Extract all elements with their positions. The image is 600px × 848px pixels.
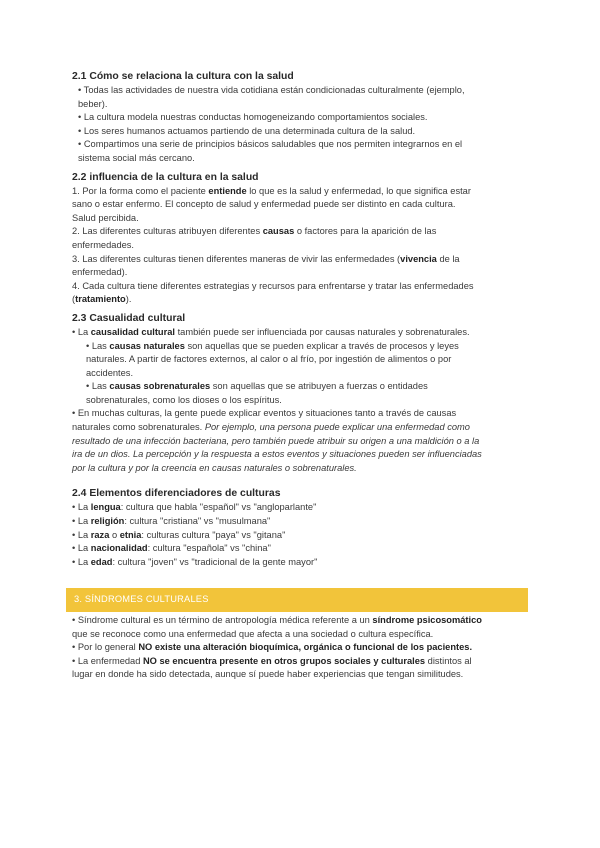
- s23-line: resultado de una infección bacteriana, pero también puede atribuir su origen a una maldición o a la: [72, 435, 480, 446]
- s22-item-4: 4. Cada cultura tiene diferentes estrategias y recursos para enfrentarse y tratar las enfermedades: [72, 280, 474, 291]
- s21-line: • Todas las actividades de nuestra vida cotidiana están condicionadas culturalmente (ejemplo,: [78, 85, 465, 95]
- s23-line: sobrenaturales, como los dioses o los espíritus.: [86, 394, 282, 405]
- s22-line: sano o estar enfermo. El concepto de salud y enfermedad puede ser distinto en cada cultura.: [72, 199, 456, 210]
- section-2-2-title: 2.2 influencia de la cultura en la salud: [72, 171, 259, 183]
- section-2-1-title: 2.1 Cómo se relaciona la cultura con la salud: [72, 71, 294, 82]
- s23-subitem: • Las causas sobrenaturales son aquellas que se atribuyen a fuerzas o entidades: [86, 381, 428, 392]
- s22-item-2: 2. Las diferentes culturas atribuyen diferentes causas o factores para la aparición de las: [72, 226, 437, 237]
- section-3-title: 3. SÍNDROMES CULTURALES: [74, 594, 209, 604]
- s24-item: • La religión: cultura "cristiana" vs "musulmana": [72, 516, 271, 527]
- s22-item-1: 1. Por la forma como el paciente entiende lo que es la salud y enfermedad, lo que significa estar: [72, 185, 471, 196]
- s3-item: • Síndrome cultural es un término de antropología médica referente a un síndrome psicosomático: [72, 615, 482, 625]
- s24-item: • La nacionalidad: cultura "española" vs "china": [72, 543, 271, 554]
- s3-item: • La enfermedad NO se encuentra presente en otros grupos sociales y culturales distintos al: [72, 655, 472, 666]
- s21-line: • La cultura modela nuestras conductas homogeneizando comportamientos sociales.: [78, 112, 428, 123]
- s23-item: • La causalidad cultural también puede ser influenciada por causas naturales y sobrenaturales.: [72, 326, 470, 337]
- s24-item: • La edad: cultura "joven" vs "tradicional de la gente mayor": [72, 556, 318, 567]
- s22-item-3: 3. Las diferentes culturas tienen diferentes maneras de vivir las enfermedades (vivencia de la: [72, 253, 460, 264]
- s21-line: • Compartimos una serie de principios básicos saludables que nos permiten integrarnos en el: [78, 139, 463, 150]
- section-2-4-title: 2.4 Elementos diferenciadores de culturas: [72, 488, 281, 500]
- s3-line: que se reconoce como una enfermedad que afecta a una sociedad o cultura específica.: [72, 628, 434, 639]
- s23-item: • En muchas culturas, la gente puede explicar eventos y situaciones tanto a través de causas: [72, 408, 457, 419]
- s22-line: Salud percibida.: [72, 212, 139, 223]
- s23-line: naturales como sobrenaturales. Por ejemplo, una persona puede explicar una enfermedad como: [72, 422, 470, 433]
- s3-line: lugar en donde ha sido detectada, aunque sí puede haber experiencias que tengan similitudes.: [72, 669, 464, 680]
- s21-line: • Los seres humanos actuamos partiendo de una determinada cultura de la salud.: [78, 125, 416, 136]
- s22-line: enfermedad).: [72, 267, 128, 278]
- s24-item: • La raza o etnia: culturas cultura "paya" vs "gitana": [72, 529, 286, 540]
- s23-line: accidentes.: [86, 367, 134, 378]
- s21-line: sistema social más cercano.: [78, 152, 195, 163]
- s3-item: • Por lo general NO existe una alteración bioquímica, orgánica o funcional de los pacientes.: [72, 642, 473, 653]
- section-3-body: [72, 614, 532, 682]
- s22-line: enfermedades.: [72, 239, 135, 250]
- s24-item: • La lengua: cultura que habla "español" vs "angloparlante": [72, 502, 317, 513]
- s21-line: beber).: [78, 98, 108, 109]
- section-2-3-title: 2.3 Casualidad cultural: [72, 312, 186, 324]
- section-3-banner: [66, 588, 528, 612]
- s23-subitem: • Las causas naturales son aquellas que se pueden explicar a través de procesos y leyes: [86, 340, 459, 351]
- document-body: [72, 70, 532, 569]
- s23-line: naturales. A partir de factores externos, al calor o al frío, por ingestión de alimentos o por: [86, 354, 452, 365]
- s23-line: por la cultura y por la creencia en causas naturales o sobrenaturales.: [72, 462, 357, 473]
- s23-line: ira de un dios. La percepción y la respuesta a estos eventos y situaciones pueden ser influenciadas: [72, 449, 482, 460]
- s22-line: (tratamiento).: [72, 294, 132, 305]
